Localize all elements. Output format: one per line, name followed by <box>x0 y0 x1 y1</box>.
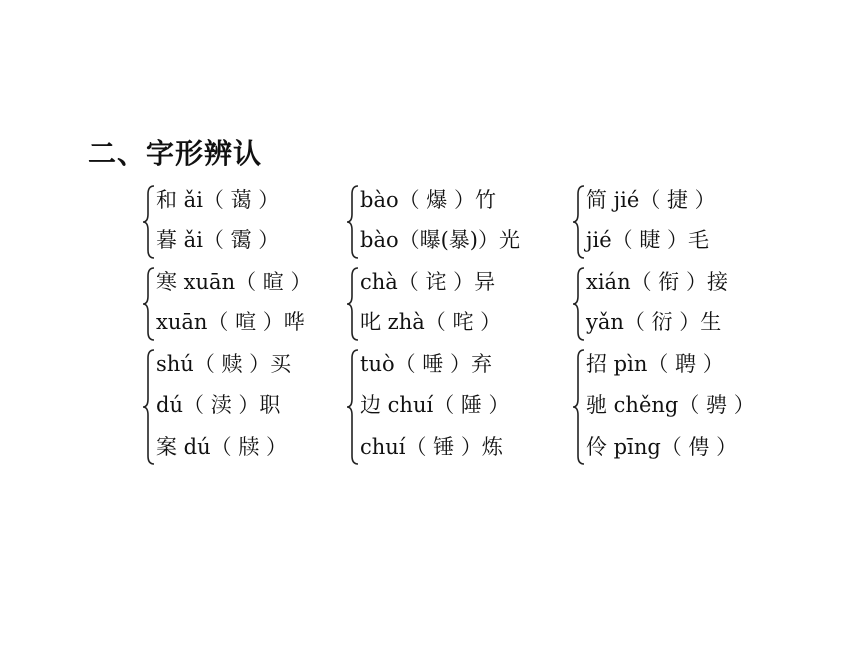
group-line: bào（曝(暴)）光 <box>360 228 520 252</box>
group-line: chuí（ 锤 ）炼 <box>360 435 503 459</box>
word-group <box>346 346 546 470</box>
word-group <box>142 264 342 344</box>
group-line: 案 dú（ 牍 ） <box>156 435 287 459</box>
brace-icon <box>572 348 586 466</box>
group-line: jié（ 睫 ）毛 <box>586 228 710 252</box>
brace-icon <box>142 266 156 342</box>
group-line: 简 jié（ 捷 ） <box>586 188 716 212</box>
brace-icon <box>346 348 360 466</box>
group-line: yǎn（ 衍 ）生 <box>586 310 722 334</box>
group-line: 招 pìn（ 聘 ） <box>586 352 724 376</box>
brace-icon <box>346 184 360 260</box>
word-group <box>572 182 792 262</box>
group-line: xián（ 衔 ）接 <box>586 270 728 294</box>
group-line: 边 chuí（ 陲 ） <box>360 393 510 417</box>
group-line: 驰 chěng（ 骋 ） <box>586 393 755 417</box>
group-line: tuò（ 唾 ）弃 <box>360 352 492 376</box>
group-line: 伶 pīng（ 俜 ） <box>586 435 738 459</box>
group-line: 暮 ǎi（ 霭 ） <box>156 228 280 252</box>
brace-icon <box>572 184 586 260</box>
word-group <box>142 346 342 470</box>
group-line: dú（ 渎 ）职 <box>156 393 281 417</box>
word-group <box>346 182 546 262</box>
group-line: 寒 xuān（ 暄 ） <box>156 270 312 294</box>
brace-icon <box>572 266 586 342</box>
group-line: xuān（ 喧 ）哗 <box>156 310 305 334</box>
word-group <box>142 182 342 262</box>
brace-icon <box>346 266 360 342</box>
group-line: chà（ 诧 ）异 <box>360 270 496 294</box>
word-group <box>572 346 792 470</box>
group-line: shú（ 赎 ）买 <box>156 352 292 376</box>
section-title: 二、字形辨认 <box>88 137 263 170</box>
brace-icon <box>142 184 156 260</box>
group-line: 叱 zhà（ 咤 ） <box>360 310 502 334</box>
brace-icon <box>142 348 156 466</box>
group-line: 和 ǎi（ 蔼 ） <box>156 188 280 212</box>
group-line: bào（ 爆 ）竹 <box>360 188 496 212</box>
word-group <box>346 264 546 344</box>
word-group <box>572 264 792 344</box>
